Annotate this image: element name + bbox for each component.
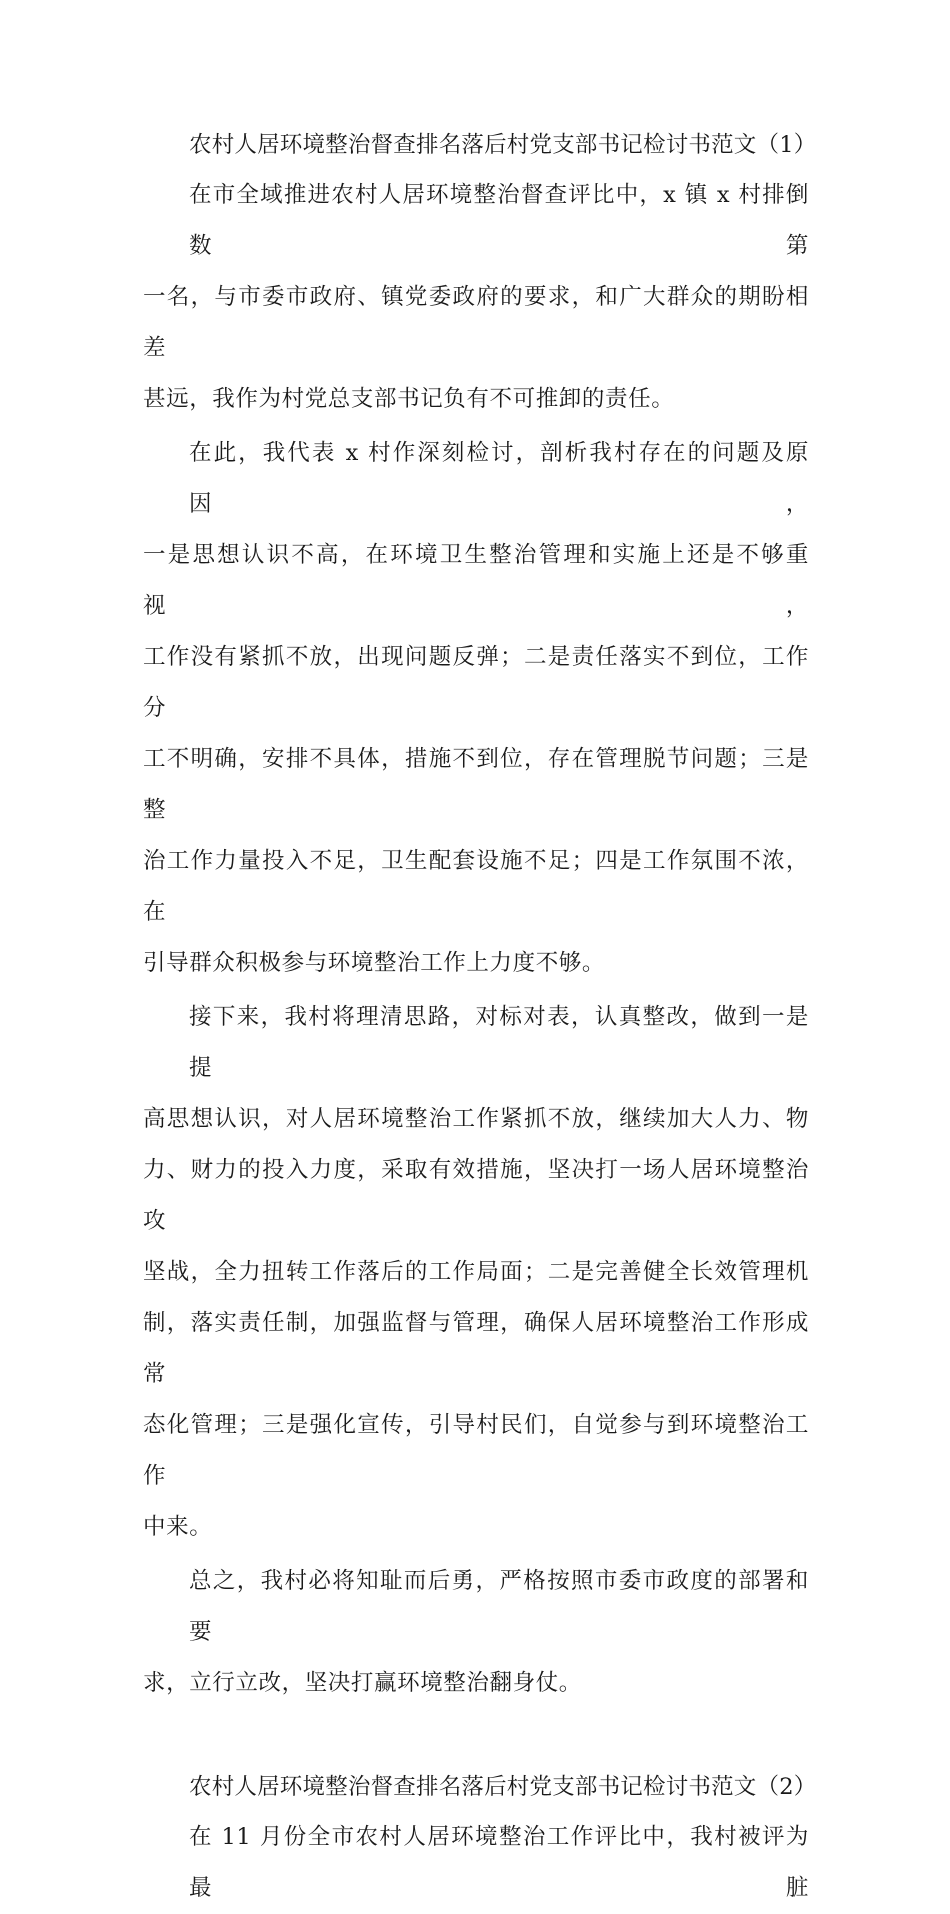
section-1 <box>143 120 817 1709</box>
section-2 <box>143 1762 817 1914</box>
text-line: 中来。 <box>143 1514 213 1540</box>
text-line: 高思想认识，对人居环境整治工作紧抓不放，继续加大人力、物 <box>143 1106 809 1132</box>
text-line: 一是思想认识不高，在环境卫生整治管理和实施上还是不够重视， <box>143 542 809 619</box>
text-line: 工作没有紧抓不放，出现问题反弹；二是责任落实不到位，工作分 <box>143 644 809 721</box>
text-line: 在市全域推进农村人居环境整治督查评比中，x 镇 x 村排倒数第 <box>189 182 809 259</box>
text-line: 总之，我村必将知耻而后勇，严格按照市委市政度的部署和要 <box>189 1568 809 1645</box>
section-title: 农村人居环境整治督查排名落后村党支部书记检讨书范文（1） <box>189 132 817 158</box>
text-line: 力、财力的投入力度，采取有效措施，坚决打一场人居环境整治攻 <box>143 1157 809 1234</box>
paragraph-2 <box>143 428 809 989</box>
text-line: 一名，与市委市政府、镇党委政府的要求，和广大群众的期盼相差 <box>143 284 809 361</box>
text-line: 甚远，我作为村党总支部书记负有不可推卸的责任。 <box>143 386 675 412</box>
paragraph-1 <box>143 1812 809 1914</box>
text-line: 在此，我代表 x 村作深刻检讨，剖析我村存在的问题及原因， <box>189 440 809 517</box>
text-line: 治工作力量投入不足，卫生配套设施不足；四是工作氛围不浓，在 <box>143 848 809 925</box>
text-line: 在 11 月份全市农村人居环境整治工作评比中，我村被评为最脏 <box>189 1824 809 1901</box>
text-line: 求，立行立改，坚决打赢环境整治翻身仗。 <box>143 1670 582 1696</box>
paragraph-1 <box>143 170 809 425</box>
text-line: 坚战，全力扭转工作落后的工作局面；二是完善健全长效管理机 <box>143 1259 809 1285</box>
text-line: 制，落实责任制，加强监督与管理，确保人居环境整治工作形成常 <box>143 1310 809 1387</box>
paragraph-3 <box>143 992 809 1553</box>
text-line: 态化管理；三是强化宣传，引导村民们，自觉参与到环境整治工作 <box>143 1412 809 1489</box>
text-line: 引导群众积极参与环境整治工作上力度不够。 <box>143 950 606 976</box>
text-line: 工不明确，安排不具体，措施不到位，存在管理脱节问题；三是整 <box>143 746 809 823</box>
section-title: 农村人居环境整治督查排名落后村党支部书记检讨书范文（2） <box>189 1774 817 1800</box>
paragraph-4 <box>143 1556 809 1709</box>
text-line: 接下来，我村将理清思路，对标对表，认真整改，做到一是提 <box>189 1004 809 1081</box>
document-body <box>143 120 817 1914</box>
